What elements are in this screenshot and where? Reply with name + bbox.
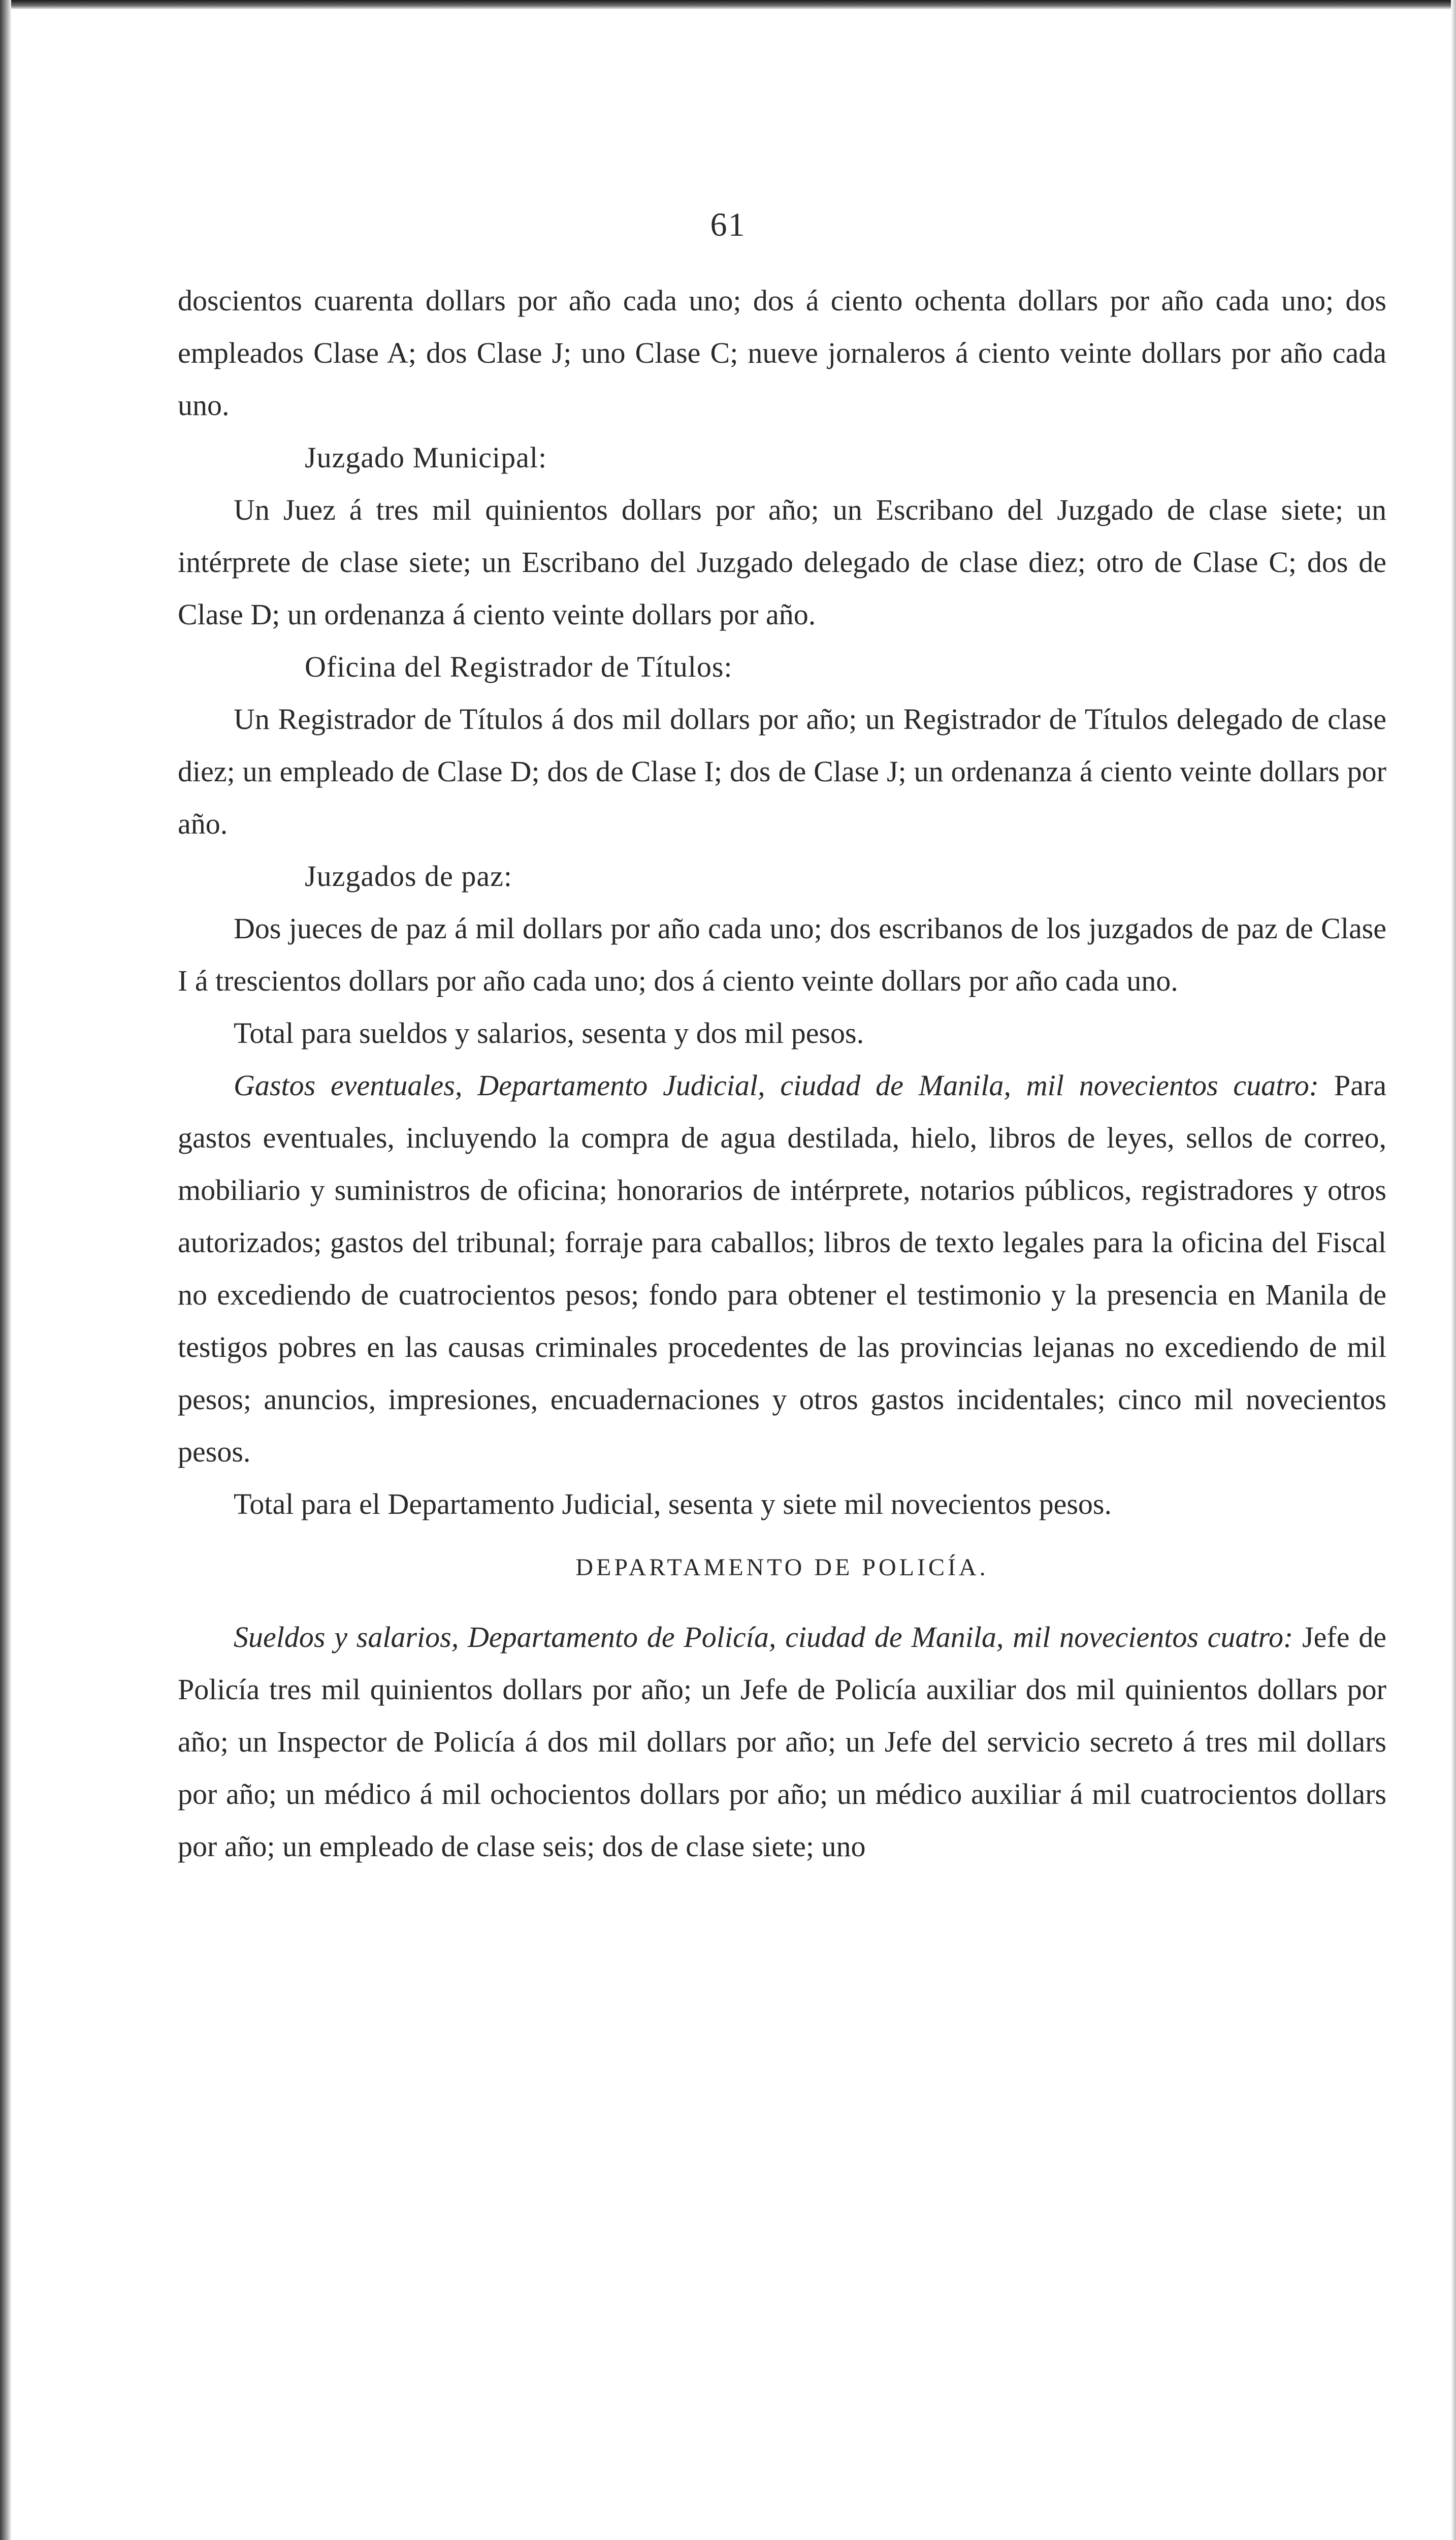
page-body xyxy=(178,274,1386,1872)
heading-juzgado-municipal: Juzgado Municipal: xyxy=(305,441,547,474)
section-title: DEPARTAMENTO DE POLICÍA. xyxy=(575,1554,989,1581)
paragraph-juzgado-municipal: Un Juez á tres mil quinientos dollars por año; un Escribano del Juzgado de clase siete; un intérprete de clase siete; un Escribano del Juzgado delegado de clase diez; otro de Clase C; dos de Clase D; un ordenanza á ciento veinte dollars por año. xyxy=(178,493,1386,631)
policia-body: Jefe de Policía tres mil quinientos dollars por año; un Jefe de Policía auxiliar dos mil quinientos dollars por año; un Inspector de Policía á dos mil dollars por año; un Jefe del servicio secreto á tres mil dollars por año; un médico á mil ochocientos dollars por año; un médico auxiliar á mil cuatrocientos dollars por año; un empleado de clase seis; dos de clase siete; uno xyxy=(178,1621,1386,1863)
gastos-lead: Gastos eventuales, Departamento Judicial, ciudad de Manila, mil novecientos cuatro: xyxy=(234,1069,1319,1102)
heading-juzgados-de-paz: Juzgados de paz: xyxy=(305,860,512,893)
paragraph-gastos-eventuales xyxy=(178,1059,1386,1478)
heading-oficina-registrador: Oficina del Registrador de Títulos: xyxy=(305,650,733,683)
gastos-body: Para gastos eventuales, incluyendo la compra de agua destilada, hielo, libros de leyes, sellos de correo, mobiliario y suministros de oficina; honorarios de intérprete, notarios públicos, registradores y otros autorizados; gastos del tribunal; forraje para caballos; libros de texto legales para la oficina del Fiscal no excediendo de cuatrocientos pesos; fondo para obtener el testimonio y la presencia en Manila de testigos pobres en las causas criminales procedentes de las provincias lejanas no excediendo de mil pesos; anuncios, impresiones, encuadernaciones y otros gastos incidentales; cinco mil novecientos pesos. xyxy=(178,1069,1386,1468)
paragraph-total-sueldos: Total para sueldos y salarios, sesenta y dos mil pesos. xyxy=(234,1017,864,1050)
paragraph-total-judicial: Total para el Departamento Judicial, sesenta y siete mil novecientos pesos. xyxy=(234,1487,1112,1520)
page-number: 61 xyxy=(710,206,746,243)
policia-lead: Sueldos y salarios, Departamento de Policía, ciudad de Manila, mil novecientos cuatro: xyxy=(234,1621,1293,1654)
paragraph-continuation: doscientos cuarenta dollars por año cada uno; dos á ciento ochenta dollars por año cada uno; dos empleados Clase A; dos Clase J; uno Clase C; nueve jornaleros á ciento veinte dollars por año cada uno. xyxy=(178,284,1386,422)
paragraph-policia xyxy=(178,1611,1386,1872)
paragraph-juzgados-de-paz: Dos jueces de paz á mil dollars por año cada uno; dos escribanos de los juzgados de paz de Clase I á trescientos dollars por año cada uno; dos á ciento veinte dollars por año cada uno. xyxy=(178,912,1386,997)
scan-edge-left xyxy=(0,0,11,2540)
scan-edge-top xyxy=(0,0,1456,9)
paragraph-oficina-registrador: Un Registrador de Títulos á dos mil dollars por año; un Registrador de Títulos delegado de clase diez; un empleado de Clase D; dos de Clase I; dos de Clase J; un ordenanza á ciento veinte dollars por año. xyxy=(178,703,1386,840)
scan-edge-right xyxy=(1451,0,1456,2540)
